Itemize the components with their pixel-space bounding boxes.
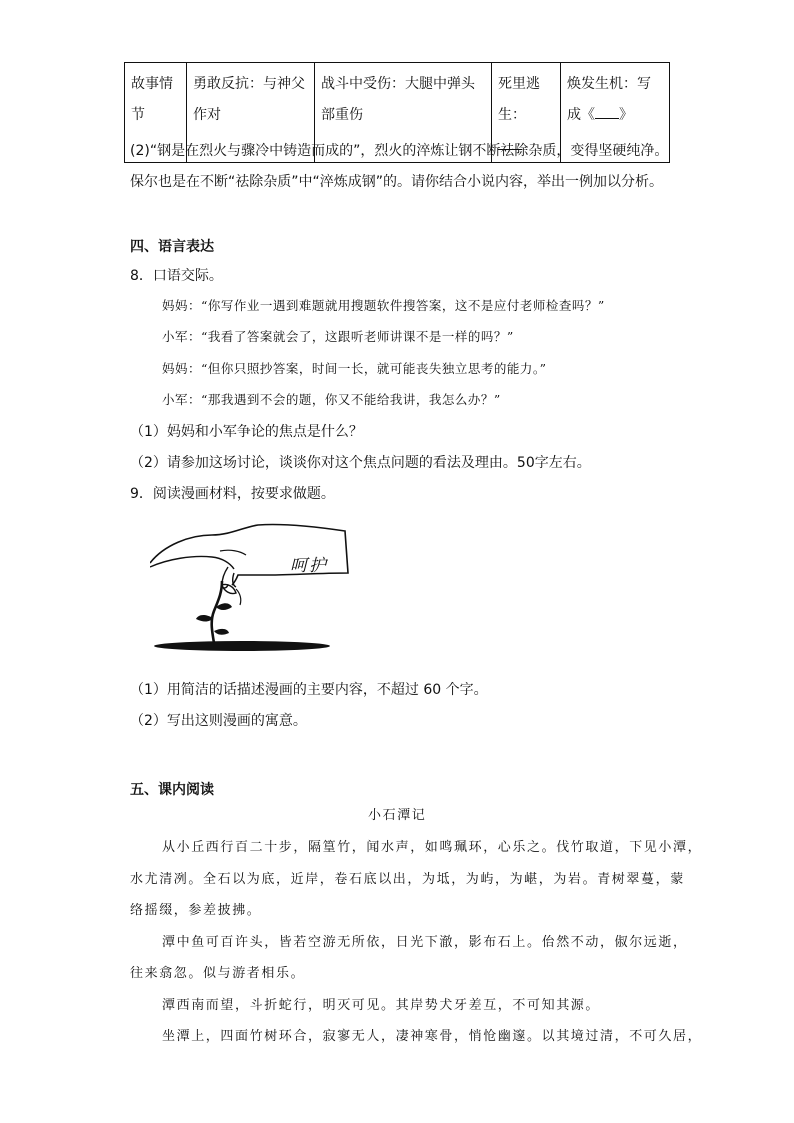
table-cell: 勇敢反抗：与神父 作对 (187, 63, 315, 163)
cartoon-drawing (150, 523, 350, 658)
passage-line: 潭西南而望，斗折蛇行，明灭可见。其岸势犬牙差互，不可知其源。 (162, 998, 601, 1013)
dialog-line: 妈妈：“但你只照抄答案，时间一长，就可能丧失独立思考的能力。” (162, 361, 547, 376)
seedling-leaf (216, 603, 232, 610)
question-9-1: （1）用简洁的话描述漫画的主要内容，不超过 60 个字。 (130, 682, 488, 698)
seedling-leaf (196, 615, 213, 622)
table-cell: 焕发生机：写 成《 》 (561, 63, 670, 163)
dialog-line: 小军：“我看了答案就会了，这跟听老师讲课不是一样的吗？” (162, 329, 514, 344)
passage-line: 从小丘西行百二十步，隔篁竹，闻水声，如鸣珮环，心乐之。伐竹取道，下见小潭， (162, 840, 703, 855)
question-9-title: 9．阅读漫画材料，按要求做题。 (130, 486, 335, 502)
section-5-title: 五、课内阅读 (130, 782, 214, 798)
table-cell: 死里逃生： (492, 63, 561, 163)
passage-title: 小石潭记 (368, 808, 427, 823)
question-8-2: （2）请参加这场讨论，谈谈你对这个焦点问题的看法及理由。50字左右。 (130, 455, 591, 471)
dialog-line: 妈妈：“你写作业一遇到难题就用搜题软件搜答案，这不是应付老师检查吗？” (162, 298, 605, 313)
passage-line: 络摇缀，参差披拂。 (130, 903, 262, 918)
question-8-title: 8．口语交际。 (130, 268, 223, 284)
passage-line: 水尤清冽。全石以为底，近岸，卷石底以出，为坻，为屿，为嵁，为岩。青树翠蔓，蒙 (130, 872, 685, 887)
ground-shadow (154, 641, 330, 651)
table-cell: 故事情 节 (125, 63, 187, 163)
question-9-2: （2）写出这则漫画的寓意。 (130, 713, 307, 729)
question-7-2-line1: (2)“钢是在烈火与骤冷中铸造而成的”，烈火的淬炼让钢不断祛除杂质，变得坚硬纯净。 (130, 143, 669, 159)
seedling-leaf (214, 629, 229, 635)
section-4-title: 四、语言表达 (130, 239, 214, 255)
table-cell: 战斗中受伤：大腿中弹头 部重伤 (315, 63, 492, 163)
passage-line: 往来翕忽。似与游者相乐。 (130, 966, 306, 981)
question-8-1: （1）妈妈和小军争论的焦点是什么？ (130, 424, 363, 440)
answer-blank[interactable] (595, 102, 619, 119)
question-7-2-line2: 保尔也是在不断“祛除杂质”中“淬炼成钢”的。请你结合小说内容，举出一例加以分析。 (130, 174, 664, 190)
passage-line: 潭中鱼可百许头，皆若空游无所依，日光下澈，影布石上。佁然不动，俶尔远逝， (162, 935, 688, 950)
cartoon-caption: 呵护 (290, 556, 328, 576)
dialog-line: 小军：“那我遇到不会的题，你又不能给我讲，我怎么办？” (162, 392, 501, 407)
cartoon-image (150, 523, 350, 658)
passage-line: 坐潭上，四面竹树环合，寂寥无人，凄神寒骨，悄怆幽邃。以其境过清，不可久居， (162, 1029, 703, 1044)
